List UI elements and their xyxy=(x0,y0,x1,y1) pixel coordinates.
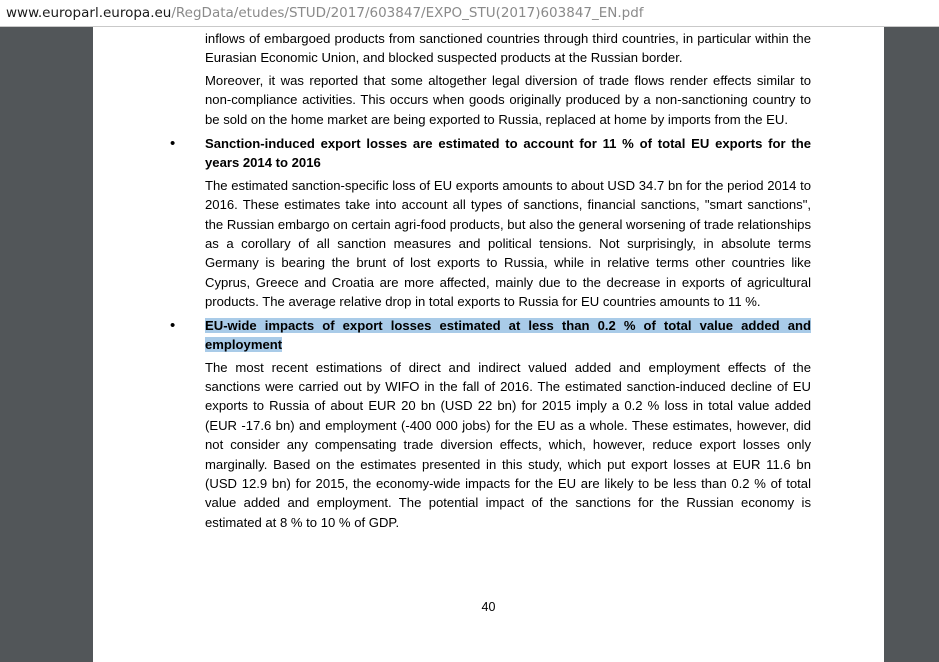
selected-text-highlight: EU-wide impacts of export losses estimated at less than 0.2 % of total value added and employment xyxy=(205,317,811,353)
page-content xyxy=(170,27,811,532)
paragraph-intro-continued: inflows of embargoed products from sanctioned countries through third countries, in particular within the Eurasian Economic Union, and blocked suspected products at the Russian border. xyxy=(205,31,811,66)
pdf-page xyxy=(93,27,884,662)
paragraph-trade-diversion: Moreover, it was reported that some altogether legal diversion of trade flows render effects similar to non-compliance activities. This occurs when goods originally produced by a non-sanctioning country to be sold on the home market are being exported to Russia, replaced at home by imports from the EU. xyxy=(205,72,811,127)
bullet-heading-export-losses: Sanction-induced export losses are estimated to account for 11 % of total EU exports for the years 2014 to 2016 xyxy=(205,136,811,171)
address-bar-host: www.europarl.europa.eu xyxy=(6,5,172,21)
bullet-heading-eu-wide-impacts[interactable] xyxy=(205,316,811,355)
bullet-marker: • xyxy=(170,135,176,153)
bullet-body-export-losses: The estimated sanction-specific loss of EU exports amounts to about USD 34.7 bn for the period 2014 to 2016. These estimates take into account all types of sanctions, financial sanctions, "smart sanctions", the Russian embargo on certain agri-food products, but also the general worsening of trade relationships as a corollary of all sanction measures and political tensions. Not surprisingly, in absolute terms Germany is bearing the brunt of lost exports to Russia, while in relative terms other countries like Cyprus, Greece and Croatia are more affected, mainly due to the decrease in exports of agricultural products. The average relative drop in total exports to Russia for EU countries amounts to 11 %. xyxy=(205,177,811,310)
bullet-body-eu-wide-impacts: The most recent estimations of direct and indirect valued added and employment effects of the sanctions were carried out by WIFO in the fall of 2016. The estimated sanction-induced decline of EU exports to Russia of about EUR 20 bn (USD 22 bn) for 2015 imply a 0.2 % loss in total value added (EUR -17.6 bn) and employment (-400 000 jobs) for the EU as a whole. These estimates, however, did not consider any compensating trade diversion effects, which, however, reduce export losses only marginally. Based on the estimates presented in this study, which put export losses at EUR 11.6 bn (USD 12.9 bn) for 2015, the economy-wide impacts for the EU are likely to be less than 0.2 % of total value added and employment. The potential impact of the sanctions for the Russian economy is estimated at 8 % to 10 % of GDP. xyxy=(205,359,811,530)
address-bar-path: /RegData/etudes/STUD/2017/603847/EXPO_STU(2017)603847_EN.pdf xyxy=(171,5,644,21)
page-number: 40 xyxy=(481,600,496,614)
address-bar[interactable] xyxy=(0,0,939,27)
bullet-export-losses xyxy=(170,134,811,312)
bullet-marker: • xyxy=(170,316,176,334)
bullet-eu-wide-impacts xyxy=(170,316,811,532)
